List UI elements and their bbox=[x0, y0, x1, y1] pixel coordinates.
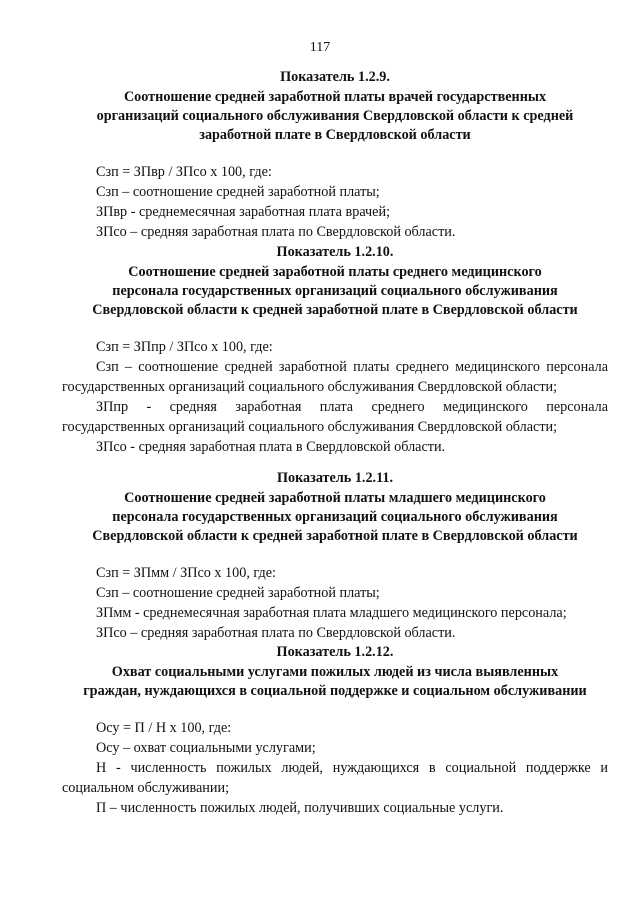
definition-line: ЗПвр - среднемесячная заработная плата врачей; bbox=[96, 204, 391, 220]
definition-line: Сзп – соотношение средней заработной платы; bbox=[96, 184, 380, 200]
definition-line: Сзп – соотношение средней заработной платы; bbox=[96, 585, 380, 601]
definition-line: ЗПсо – средняя заработная плата по Свердловской области. bbox=[96, 625, 456, 641]
formula-block bbox=[62, 337, 608, 457]
heading-line: Соотношение средней заработной платы младшего медицинского bbox=[124, 490, 546, 506]
formula-line: Сзп = ЗПвр / ЗПсо х 100, где: bbox=[96, 164, 272, 180]
definition-paragraph: Сзп – соотношение средней заработной платы среднего медицинского персонала государственных организаций социального обслуживания Свердловской области; bbox=[62, 359, 608, 395]
heading-line: Охват социальными услугами пожилых людей из числа выявленных bbox=[111, 664, 559, 680]
heading-line: граждан, нуждающихся в социальной поддержке и социальном обслуживании bbox=[83, 683, 587, 699]
heading-line: персонала государственных организаций социального обслуживания bbox=[112, 283, 558, 299]
heading-line: Соотношение средней заработной платы среднего медицинского bbox=[128, 264, 542, 280]
indicator-1-2-12 bbox=[62, 643, 608, 818]
definition-line: ЗПсо – средняя заработная плата по Свердловской области. bbox=[96, 224, 456, 240]
formula-line: Сзп = ЗПмм / ЗПсо х 100, где: bbox=[96, 565, 276, 581]
indicator-heading bbox=[62, 88, 608, 145]
formula-block bbox=[62, 563, 608, 643]
formula-line: Сзп = ЗПпр / ЗПсо х 100, где: bbox=[96, 339, 273, 355]
heading-line: Свердловской области к средней заработной плате в Свердловской области bbox=[92, 302, 578, 318]
page-number: 117 bbox=[309, 40, 331, 55]
formula-block bbox=[62, 718, 608, 818]
definition-line: ЗПмм - среднемесячная заработная плата младшего медицинского персонала; bbox=[96, 605, 567, 621]
heading-line: Свердловской области к средней заработной плате в Свердловской области bbox=[92, 528, 578, 544]
indicator-heading bbox=[62, 263, 608, 320]
formula-line: Осу = П / Н х 100, где: bbox=[96, 720, 232, 736]
indicator-heading bbox=[62, 489, 608, 546]
formula-block bbox=[62, 162, 608, 242]
indicator-heading bbox=[62, 663, 608, 701]
indicator-title: Показатель 1.2.9. bbox=[280, 69, 390, 85]
indicator-title: Показатель 1.2.10. bbox=[276, 244, 394, 260]
heading-line: Соотношение средней заработной платы врачей государственных bbox=[123, 89, 547, 105]
definition-line: Осу – охват социальными услугами; bbox=[96, 740, 316, 756]
definition-paragraph: Н - численность пожилых людей, нуждающихся в социальной поддержке и социальном обслуживании; bbox=[62, 760, 608, 796]
indicator-1-2-11 bbox=[62, 469, 608, 643]
indicator-title: Показатель 1.2.12. bbox=[276, 644, 394, 660]
heading-line: заработной плате в Свердловской области bbox=[199, 127, 471, 143]
definition-paragraph: ЗПпр - средняя заработная плата среднего медицинского персонала государственных организаций социального обслуживания Свердловской области; bbox=[62, 399, 608, 435]
indicator-1-2-9 bbox=[62, 68, 608, 242]
definition-line: ЗПсо - средняя заработная плата в Свердловской области. bbox=[96, 439, 446, 455]
indicator-title: Показатель 1.2.11. bbox=[276, 470, 394, 486]
heading-line: организаций социального обслуживания Свердловской области к средней bbox=[96, 108, 574, 124]
indicator-1-2-10 bbox=[62, 243, 608, 457]
definition-line: П – численность пожилых людей, получивших социальные услуги. bbox=[96, 800, 504, 816]
heading-line: персонала государственных организаций социального обслуживания bbox=[112, 509, 558, 525]
